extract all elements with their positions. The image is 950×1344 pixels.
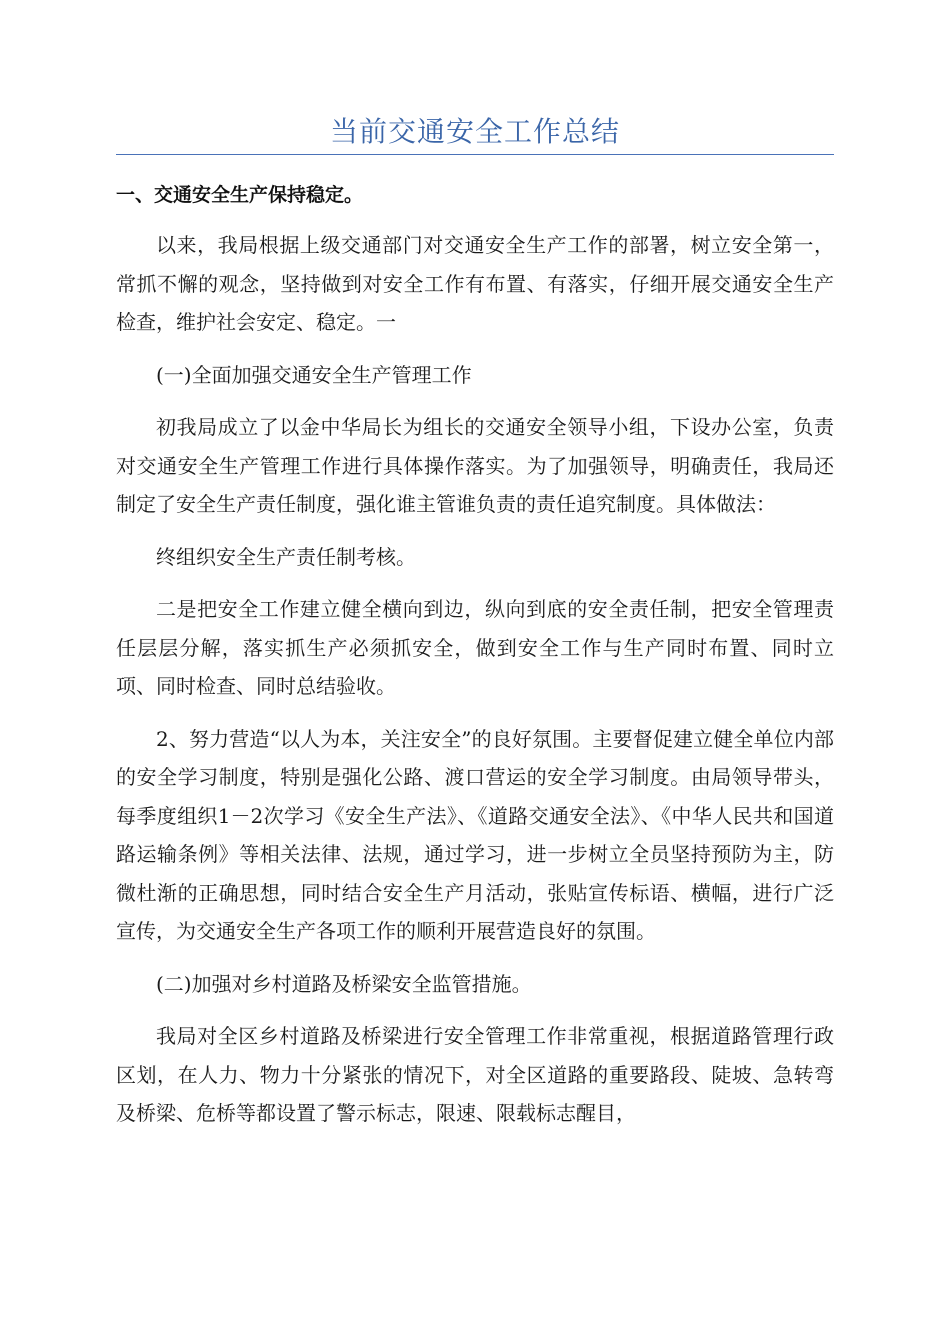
paragraph: 初我局成立了以金中华局长为组长的交通安全领导小组，下设办公室，负责对交通安全生产管理工作进行具体操作落实。为了加强领导，明确责任，我局还制定了安全生产责任制度，强化谁主管谁负责的责任追究制度。具体做法： [116,415,834,516]
paragraph: 终组织安全生产责任制考核。 [156,544,416,569]
paragraph: 二是把安全工作建立健全横向到边，纵向到底的安全责任制，把安全管理责任层层分解，落实抓生产必须抓安全，做到安全工作与生产同时布置、同时立项、同时检查、同时总结验收。 [116,597,834,698]
document-body [116,176,834,1147]
document-title: 当前交通安全工作总结 [329,115,620,148]
paragraph: 我局对全区乡村道路及桥梁进行安全管理工作非常重视，根据道路管理行政区划，在人力、物力十分紧张的情况下，对全区道路的重要路段、陡坡、急转弯及桥梁、危桥等都设置了警示标志，限速、限载标志醒目， [116,1024,834,1125]
paragraph: 以来，我局根据上级交通部门对交通安全生产工作的部署，树立安全第一，常抓不懈的观念，坚持做到对安全工作有布置、有落实，仔细开展交通安全生产检查，维护社会安定、稳定。一 [116,233,834,334]
paragraph: 2、努力营造“以人为本，关注安全”的良好氛围。主要督促建立健全单位内部的安全学习制度，特别是强化公路、渡口营运的安全学习制度。由局领导带头，每季度组织1－2次学习《安全生产法》、《道路交通安全法》、《中华人民共和国道路运输条例》等相关法律、法规，通过学习，进一步树立全员坚持预防为主，防微杜渐的正确思想，同时结合安全生产月活动，张贴宣传标语、横幅，进行广泛宣传，为交通安全生产各项工作的顺利开展营造良好的氛围。 [116,726,834,943]
subsection-heading: (二)加强对乡村道路及桥梁安全监管措施。 [156,971,532,996]
section-heading: 一、交通安全生产保持稳定。 [116,184,364,206]
title-underline [116,154,834,155]
subsection-heading: (一)全面加强交通安全生产管理工作 [156,362,472,387]
